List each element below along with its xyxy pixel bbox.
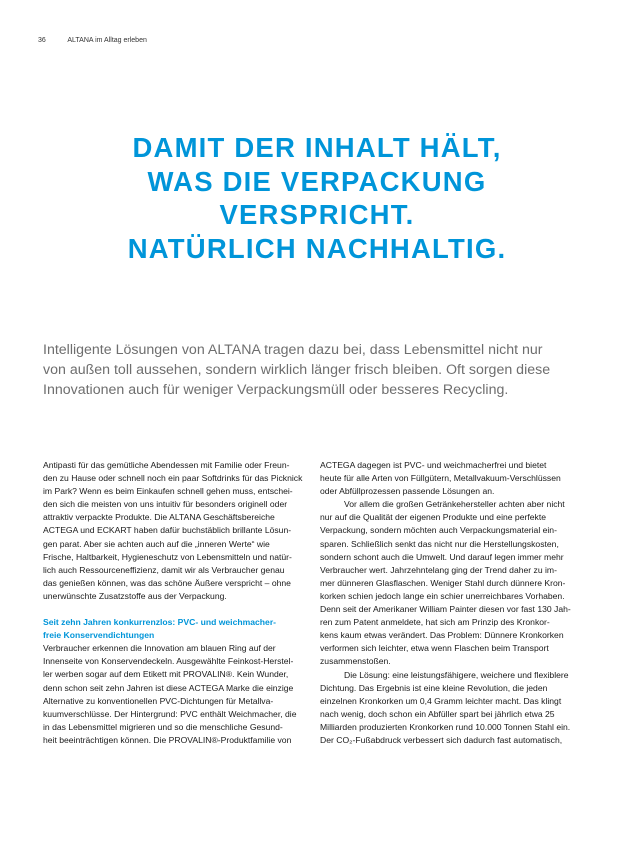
text-line: zusammenstoßen. [320, 656, 391, 667]
text-line: ACTEGA dagegen ist PVC- und weichmacherfrei und bietet [320, 460, 547, 470]
text-line: Innenseite von Konservendeckeln. Ausgewählte Feinkost-Herstel- [43, 656, 294, 667]
headline [0, 131, 634, 265]
text-line: nach wenig, doch schon ein Abfüller spart bei jährlich etwa 25 [320, 708, 555, 719]
text-line: oder Abfüllprozessen passende Lösungen an. [320, 486, 495, 497]
text-line: attraktiv verpackte Produkte. Die ALTANA Geschäftsbereiche [43, 512, 275, 523]
text-line: denn schon seit zehn Jahren ist diese ACTEGA Marke die einzige [43, 682, 294, 693]
subheading-line: freie Konservendichtungen [43, 630, 155, 641]
text-line: Vor allem die großen Getränkehersteller achten aber nicht [344, 499, 565, 510]
text-line: Verbraucher erkennen die Innovation am blauen Ring auf der [43, 643, 276, 654]
text-line: das genießen können, was das schöne Äußere verspricht – ohne [43, 577, 291, 588]
text-line: den zu Hause oder schnell noch ein paar Softdrinks für das Picknick [43, 473, 303, 484]
text-line: Dichtung. Das Ergebnis ist eine kleine Revolution, die jeden [320, 682, 548, 693]
headline-line: VERSPRICHT. [219, 199, 415, 230]
text-line: nur auf die Qualität der eigenen Produkte und eine perfekte [320, 512, 546, 523]
running-header [38, 37, 147, 44]
text-line: lich auch Ressourceneffizienz, damit wir als Verbraucher genau [43, 564, 285, 575]
text-line: kuumverschlüsse. Der Hintergrund: PVC enthält Weichmacher, die [43, 708, 297, 719]
text-line: heute für alle Arten von Füllgütern, Metallvakuum-Verschlüssen [320, 473, 561, 484]
text-line: Verpackung, sondern möchten auch Verpackungsmaterial ein- [320, 525, 557, 536]
text-line: einzelnen Kronkorken um 0,4 Gramm leichter macht. Das klingt [320, 695, 562, 706]
text-line: sondern schont auch die Umwelt. Und darauf legen immer mehr [320, 551, 564, 562]
text-line: Verbraucher wert. Jahrzehntelang ging der Trend daher zu im- [320, 564, 557, 575]
text-line: den sich die meisten von uns intuitiv für besonders originell oder [43, 499, 288, 510]
text-line: kens kaum etwas verändert. Das Problem: Dünnere Kronkorken [320, 630, 564, 641]
section-subheading [43, 616, 311, 642]
text-line: mer dünneren Glasflaschen. Weniger Stahl durch dünnere Kron- [320, 577, 566, 588]
text-line: Antipasti für das gemütliche Abendessen mit Familie oder Freun- [43, 460, 290, 470]
text-line: unerwünschte Zusatzstoffe aus der Verpackung. [43, 590, 227, 601]
subheading-line: Seit zehn Jahren konkurrenzlos: PVC- und weichmacher- [43, 617, 277, 628]
text-line: ren zum Patent anmeldete, hat sich am Prinzip des Kronkor- [320, 617, 550, 628]
column-left [43, 459, 311, 747]
headline-line: WAS DIE VERPACKUNG [147, 165, 487, 197]
text-line: korken schien jedoch lange ein schier unerreichbares Vorhaben. [320, 590, 565, 601]
intro-line: von außen toll aussehen, sondern wirklich länger frisch bleiben. Oft sorgen diese [43, 362, 551, 378]
text-line: ACTEGA und ECKART haben dafür buchstäblich brillante Lösun- [43, 525, 292, 536]
text-line: gen parat. Aber sie achten auch auf die „inneren Werte“ wie [43, 538, 270, 549]
headline-line: NATÜRLICH NACHHALTIG. [127, 232, 507, 264]
text-line: im Park? Wenn es beim Einkaufen schnell gehen muss, entschei- [43, 486, 293, 497]
paragraph [43, 459, 311, 603]
page-number: 36 [38, 37, 46, 44]
text-line: Milliarden produzierten Kronkorken rund 10.000 Tonnen Stahl ein. [320, 721, 571, 732]
running-title: ALTANA im Alltag erleben [67, 37, 147, 44]
text-line: Alternative zu konventionellen PVC-Dichtungen für Metallva- [43, 695, 274, 706]
text-line: Der CO₂-Fußabdruck verbessert sich dadurch fast automatisch, [320, 734, 563, 745]
text-line: Frische, Haltbarkeit, Hygieneschutz von Lebensmitteln und natür- [43, 551, 292, 562]
paragraph [320, 669, 588, 748]
headline-line: DAMIT DER INHALT HÄLT, [132, 132, 502, 163]
text-line: Denn seit der Amerikaner William Painter diesen vor fast 130 Jah- [320, 604, 571, 615]
text-line: ler werben sogar auf dem Etikett mit PROVALIN®. Kein Wunder, [43, 669, 289, 680]
intro-paragraph [43, 340, 603, 400]
text-line: heit beeinträchtigen können. Die PROVALIN®-Produktfamilie von [43, 734, 292, 745]
intro-line: Intelligente Lösungen von ALTANA tragen dazu bei, dass Lebensmittel nicht nur [43, 342, 543, 358]
text-line: verformen sich leichter, etwa wenn Flaschen beim Transport [320, 643, 549, 654]
paragraph [320, 459, 588, 498]
paragraph [320, 498, 588, 668]
paragraph [43, 642, 311, 747]
text-line: Die Lösung: eine leistungsfähigere, weichere und flexiblere [344, 669, 569, 680]
intro-line: Innovationen auch für weniger Verpackungsmüll oder besseres Recycling. [43, 382, 509, 398]
text-line: in das Lebensmittel migrieren und so die menschliche Gesund- [43, 721, 283, 732]
column-right [320, 459, 588, 747]
text-line: sparen. Schließlich senkt das nicht nur die Herstellungskosten, [320, 538, 559, 549]
